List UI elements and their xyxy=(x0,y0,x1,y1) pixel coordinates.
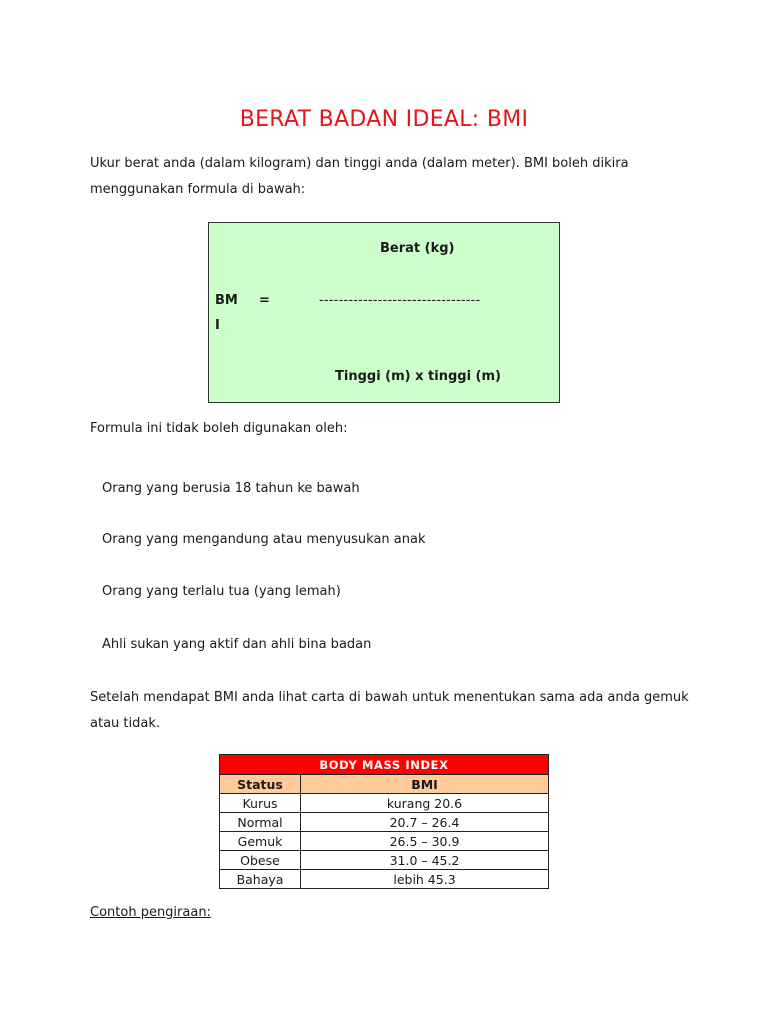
intro-line-1: Ukur berat anda (dalam kilogram) dan tinggi anda (dalam meter). BMI boleh dikira xyxy=(90,156,629,171)
cell-bmi: kurang 20.6 xyxy=(301,794,549,813)
table-row xyxy=(220,851,549,870)
bmi-table xyxy=(219,754,549,889)
table-row xyxy=(220,870,549,889)
example-heading: Contoh pengiraan: xyxy=(90,905,211,920)
table-header-row xyxy=(220,775,549,794)
cell-bmi: lebih 45.3 xyxy=(301,870,549,889)
table-title-row xyxy=(220,755,549,775)
formula-label-part1: BM xyxy=(215,293,238,308)
cell-status: Normal xyxy=(220,813,301,832)
intro-line-2: menggunakan formula di bawah: xyxy=(90,182,306,197)
after-paragraph xyxy=(90,685,690,737)
restriction-item: Orang yang berusia 18 tahun ke bawah xyxy=(102,481,360,496)
formula-denominator: Tinggi (m) x tinggi (m) xyxy=(335,369,501,384)
cell-status: Obese xyxy=(220,851,301,870)
table-row xyxy=(220,794,549,813)
formula-numerator: Berat (kg) xyxy=(380,241,455,256)
formula-equals: = xyxy=(259,293,270,308)
cell-bmi: 26.5 – 30.9 xyxy=(301,832,549,851)
cell-status: Kurus xyxy=(220,794,301,813)
table-row xyxy=(220,832,549,851)
bmi-formula-box xyxy=(208,222,560,403)
restriction-item: Ahli sukan yang aktif dan ahli bina badan xyxy=(102,637,372,652)
restriction-item: Orang yang mengandung atau menyusukan anak xyxy=(102,532,426,547)
after-line-2: atau tidak. xyxy=(90,716,160,731)
cell-status: Bahaya xyxy=(220,870,301,889)
formula-label-part2: I xyxy=(215,318,220,333)
restriction-intro: Formula ini tidak boleh digunakan oleh: xyxy=(90,421,348,436)
formula-divider: --------------------------------- xyxy=(319,293,481,308)
header-bmi: BMI xyxy=(301,775,549,794)
cell-bmi: 20.7 – 26.4 xyxy=(301,813,549,832)
page-title: BERAT BADAN IDEAL: BMI xyxy=(239,106,529,132)
table-row xyxy=(220,813,549,832)
cell-bmi: 31.0 – 45.2 xyxy=(301,851,549,870)
cell-status: Gemuk xyxy=(220,832,301,851)
after-line-1: Setelah mendapat BMI anda lihat carta di bawah untuk menentukan sama ada anda gemuk xyxy=(90,690,689,705)
intro-paragraph xyxy=(90,151,690,203)
header-status: Status xyxy=(220,775,301,794)
table-title: BODY MASS INDEX xyxy=(220,755,549,775)
restriction-item: Orang yang terlalu tua (yang lemah) xyxy=(102,584,341,599)
